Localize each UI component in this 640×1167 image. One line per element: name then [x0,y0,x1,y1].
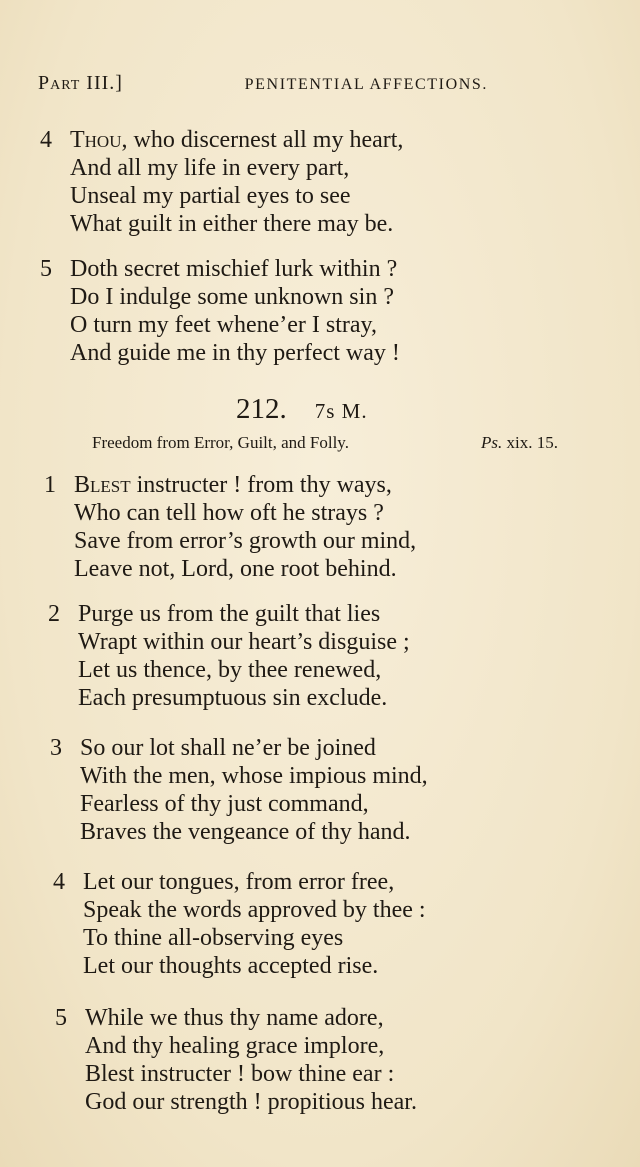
part-label: Part III.] [38,72,123,94]
prev-stanza-4 [40,126,403,238]
section-title: PENITENTIAL AFFECTIONS. [244,76,488,93]
running-header [38,72,488,95]
stanza-line: Fearless of thy just command, [80,791,369,817]
stanza-line: Let our thoughts accepted rise. [83,953,379,979]
stanza-line: What guilt in either there may be. [70,211,394,237]
stanza-line: God our strength ! propitious hear. [85,1089,417,1115]
stanza-line: Each presumptuous sin exclude. [78,685,388,711]
hymn-heading [236,393,368,426]
hymn-meter: 7s M. [314,399,368,423]
stanza-number: 1 [44,472,56,498]
stanza-line: Braves the vengeance of thy hand. [80,819,411,845]
stanza-line: And thy healing grace implore, [85,1033,385,1059]
scripture-book: Ps. [481,433,503,452]
stanza-line: With the men, whose impious mind, [80,763,428,789]
scripture-verse: xix. 15. [506,433,558,452]
hymn-stanza-2 [48,600,410,712]
prev-stanza-5 [40,255,400,367]
stanza-line: Doth secret mischief lurk within ? [70,256,398,282]
stanza-line-rest: instructer ! from thy ways, [130,472,392,498]
stanza-number: 4 [40,127,52,153]
hymn-subtitle-row [92,433,558,453]
stanza-number: 4 [53,869,65,895]
stanza-line-rest: who discernest all my heart, [127,127,404,153]
stanza-number: 3 [50,735,62,761]
hymn-number: 212. [236,393,287,425]
stanza-line: O turn my feet whene’er I stray, [70,312,377,338]
stanza-line: Speak the words approved by thee : [83,897,426,923]
hymn-stanza-3 [50,734,428,846]
stanza-line: Unseal my partial eyes to see [70,183,351,209]
stanza-line [70,126,403,154]
stanza-line: Blest instructer ! bow thine ear : [85,1061,395,1087]
stanza-number: 5 [55,1005,67,1031]
stanza-number: 5 [40,256,52,282]
stanza-line: Do I indulge some unknown sin ? [70,284,394,310]
stanza-number: 2 [48,601,60,627]
stanza-line: And all my life in every part, [70,155,350,181]
stanza-line: Let our tongues, from error free, [83,869,395,895]
stanza-line: Who can tell how oft he strays ? [74,500,384,526]
hymn-stanza-1 [44,471,416,583]
stanza-line: So our lot shall ne’er be joined [80,735,376,761]
stanza-line: Wrapt within our heart’s disguise ; [78,629,410,655]
stanza-line: And guide me in thy perfect way ! [70,340,400,366]
stanza-line: To thine all-observing eyes [83,925,344,951]
stanza-line: Leave not, Lord, one root behind. [74,556,397,582]
stanza-first-word: Blest [74,472,131,498]
stanza-line: Let us thence, by thee renewed, [78,657,382,683]
scripture-reference [481,433,558,453]
hymn-subtitle: Freedom from Error, Guilt, and Folly. [92,433,349,452]
hymn-stanza-4 [53,868,426,980]
stanza-line: Purge us from the guilt that lies [78,601,381,627]
stanza-line [74,471,416,499]
stanza-first-word: Thou, [70,127,128,153]
hymn-stanza-5 [55,1004,417,1116]
stanza-line: While we thus thy name adore, [85,1005,384,1031]
stanza-line: Save from error’s growth our mind, [74,528,417,554]
